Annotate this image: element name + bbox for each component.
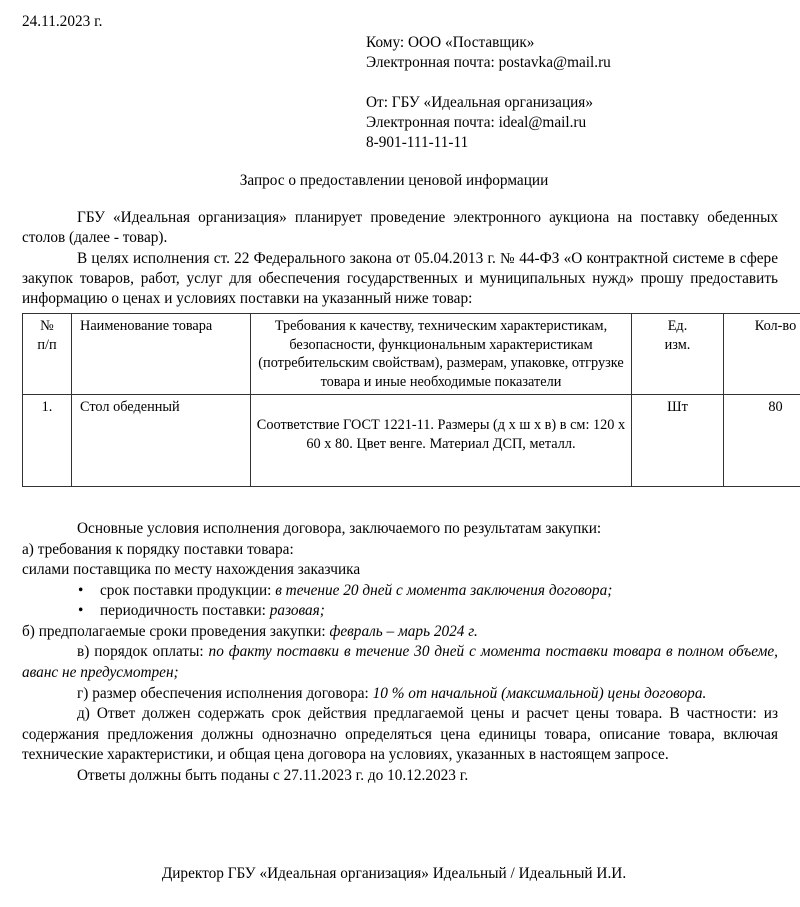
bullet-label: срок поставки продукции: bbox=[100, 581, 276, 599]
conditions-section bbox=[22, 519, 778, 786]
bullet-icon: • bbox=[78, 581, 84, 599]
intro-paragraph-1: ГБУ «Идеальная организация» планирует проведение электронного аукциона на поставку обеденных столов (далее - товар). bbox=[22, 209, 778, 247]
cell-quantity: 80 bbox=[724, 395, 800, 487]
addressee-sender: От: ГБУ «Идеальная организация» bbox=[366, 93, 593, 111]
header-cell-requirements: Требования к качеству, техническим характеристикам, безопасности, функциональным характеристикам (потребительским свойствам), размерам, упаковке, отгрузке товара и иные необходимые показатели bbox=[251, 314, 632, 395]
bullet-label: периодичность поставки: bbox=[100, 602, 270, 620]
addressee-recipient-email: Электронная почта: postavka@mail.ru bbox=[366, 54, 611, 72]
header-cell-qty: Кол-во bbox=[724, 314, 800, 395]
header-cell-name: Наименование товара bbox=[72, 314, 251, 395]
cell-requirements-text: Соответствие ГОСТ 1221-11. Размеры (д х ш х в) в см: 120 х 60 х 80. Цвет венге. Материал ДСП, металл. bbox=[256, 417, 626, 452]
addressee-recipient: Кому: ООО «Поставщик» bbox=[366, 34, 535, 51]
header-unit-line2: изм. bbox=[664, 336, 691, 353]
bullet-icon: • bbox=[78, 602, 84, 620]
condition-bullet-list bbox=[22, 581, 778, 622]
addressee-sender-email: Электронная почта: ideal@mail.ru bbox=[366, 114, 587, 132]
addressee-spacer bbox=[366, 74, 786, 93]
header-cell-num bbox=[23, 314, 72, 395]
condition-item-g-value: 10 % от начальной (максимальной) цены договора. bbox=[372, 684, 707, 702]
cell-row-num: 1. bbox=[23, 395, 72, 487]
condition-item-g bbox=[22, 684, 778, 705]
condition-item-a: а) требования к порядку поставки товара: bbox=[22, 540, 294, 558]
list-item bbox=[22, 581, 778, 602]
table-header-row bbox=[23, 314, 800, 395]
cell-product-name: Стол обеденный bbox=[72, 395, 251, 487]
condition-item-d: д) Ответ должен содержать срок действия предлагаемой цены и расчет цены товара. В частности: из содержания предложения должны однозначно определяться цена единицы товара, описание товара, включая технические характеристики, и общая цена договора на условиях, указанных в настоящем запросе. bbox=[22, 705, 778, 764]
header-cell-unit bbox=[632, 314, 724, 395]
document-date: 24.11.2023 г. bbox=[22, 13, 103, 30]
condition-item-v-value: по факту поставки в течение 30 дней с момента поставки товара в полном объеме, аванс не предусмотрен; bbox=[22, 643, 778, 681]
addressee-block bbox=[366, 33, 786, 154]
page-title: Запрос о предоставлении ценовой информации bbox=[239, 172, 549, 189]
requirements-table bbox=[22, 313, 800, 487]
signature-line: Директор ГБУ «Идеальная организация» Идеальный / Идеальный И.И. bbox=[161, 865, 627, 882]
header-unit-line1: Ед. bbox=[667, 318, 688, 334]
list-item bbox=[22, 601, 778, 622]
condition-item-b-label: б) предполагаемые сроки проведения закупки: bbox=[22, 622, 330, 640]
condition-item-b bbox=[22, 622, 778, 643]
condition-item-v-label: в) порядок оплаты: bbox=[77, 643, 209, 661]
bullet-value: в течение 20 дней с момента заключения договора; bbox=[275, 581, 613, 599]
header-num-line2: п/п bbox=[37, 336, 57, 353]
condition-item-v bbox=[22, 642, 778, 683]
conditions-heading: Основные условия исполнения договора, заключаемого по результатам закупки: bbox=[77, 520, 602, 537]
table-row bbox=[23, 395, 800, 487]
condition-item-a-detail: силами поставщика по месту нахождения заказчика bbox=[22, 561, 361, 579]
answers-deadline: Ответы должны быть поданы с 27.11.2023 г. до 10.12.2023 г. bbox=[77, 766, 469, 784]
bullet-value: разовая; bbox=[269, 602, 325, 620]
cell-requirements bbox=[251, 395, 632, 487]
addressee-sender-phone: 8-901-111-11-11 bbox=[366, 134, 469, 152]
intro-section bbox=[22, 208, 778, 310]
cell-unit: Шт bbox=[632, 395, 724, 487]
header-num-line1: № bbox=[40, 318, 54, 334]
requirements-table-wrap bbox=[22, 313, 797, 487]
condition-item-g-label: г) размер обеспечения исполнения договора: bbox=[77, 684, 373, 702]
condition-item-b-value: февраль – марь 2024 г. bbox=[329, 622, 478, 640]
intro-paragraph-2: В целях исполнения ст. 22 Федерального закона от 05.04.2013 г. № 44-ФЗ «О контрактной системе в сфере закупок товаров, работ, услуг для обеспечения государственных и муниципальных нужд» прошу предоставить информацию о ценах и условиях поставки на указанный ниже товар: bbox=[22, 249, 778, 308]
